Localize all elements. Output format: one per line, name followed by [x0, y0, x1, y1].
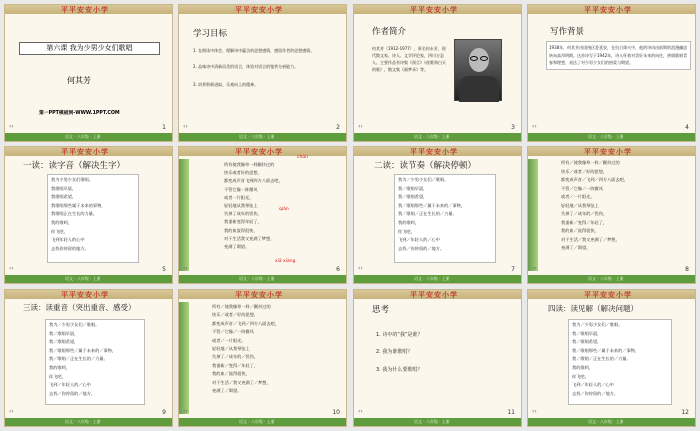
poem-line: 失掉了／成年的／忧伤， — [561, 211, 608, 216]
poem-line: 我／歌唱／正在生长的／力量。 — [572, 356, 631, 362]
poem-line: 充满了／渴望。 — [561, 245, 591, 250]
poem-line: 我的歌呵， — [398, 219, 419, 225]
footer-caption: 语文 · 八年级 · 上册 — [588, 419, 624, 424]
slide-title: 二读：读节奏（解决停顿） — [374, 161, 477, 171]
chevron-icon: ‹› — [532, 265, 537, 272]
poem-line: 都变成声音／飞到／四方八面去吧， — [561, 177, 629, 182]
poem-line: 轻轻地从我琴弦上 — [224, 203, 258, 209]
slide-thumbnail-6[interactable] — [178, 146, 347, 284]
poem-line: 我歌唱希望， — [51, 194, 77, 200]
poem-box — [45, 319, 145, 405]
slide-number: 5 — [162, 266, 166, 273]
header-decoration: 平平安安小学 — [61, 291, 109, 299]
footer-caption: 语文 · 八年级 · 上册 — [239, 134, 275, 139]
slide-number: 7 — [511, 266, 515, 273]
slide-number: 9 — [162, 409, 166, 416]
header-decoration: 平平安安小学 — [584, 291, 632, 299]
poem-line: 你飞吧， — [51, 228, 68, 234]
poem-line: 飞到／年轻人的／心中 — [49, 382, 91, 388]
footer-caption: 语文 · 八年级 · 上册 — [65, 134, 101, 139]
footer-caption: 语文 · 八年级 · 上册 — [414, 419, 450, 424]
poem-line: 快乐或者好的思想， — [224, 170, 262, 176]
slide-thumbnail-4[interactable] — [527, 4, 696, 142]
poem-line: 我为／少男少女们／歌唱。 — [572, 322, 623, 327]
decorative-side-tab — [179, 302, 189, 414]
poem-line: 我／歌唱希望， — [398, 194, 428, 200]
chevron-icon: ‹› — [183, 265, 188, 272]
poem-line: 不管它像一阵微风 — [224, 186, 258, 192]
poem-line: 对于生活／我又充满了／梦想， — [212, 379, 271, 385]
header-decoration: 平平安安小学 — [584, 6, 632, 14]
poem-line: 都变成声音飞到四方八面去吧， — [224, 178, 283, 184]
goal-line-2: 2. 品味诗中清新而美的语言，体验对语言的鉴赏分析能力。 — [193, 64, 299, 69]
poem-box — [47, 174, 139, 263]
footer-caption: 语文 · 八年级 · 上册 — [414, 276, 450, 281]
poem-line: 飞到年轻人的心中 — [51, 237, 85, 243]
slide-number: 10 — [332, 409, 340, 416]
background-text: 1938年，何其芳由国统区赴延安，在抗日烽火中，他的诗风由前期的浪漫幽思转向高昂明朗。这首诗写于1942年，诗人怀着对美好未来的向往，热情歌唱青春和理想，表达了对少男少女们的热爱与期望。 — [546, 41, 691, 70]
poem-line: 都变成声音／飞到／四方八面去吧， — [212, 320, 280, 326]
header-decoration: 平平安安小学 — [410, 291, 458, 299]
poem-line: 轻轻地／从我琴弦上 — [561, 202, 599, 208]
poem-line: 快乐／或者／好的思想， — [561, 168, 608, 174]
poem-line: 不管／它像／一阵微风 — [561, 185, 603, 191]
slide-number: 11 — [507, 409, 515, 416]
header-decoration: 平平安安小学 — [235, 6, 283, 14]
poem-line: 或者一片阳光。 — [224, 194, 254, 200]
slide-thumbnail-9[interactable] — [4, 289, 173, 427]
slide-number: 6 — [336, 266, 340, 273]
poem-line: 去找／你停留的／地方。 — [398, 245, 445, 251]
poem-line: 或者／一片阳光。 — [561, 194, 595, 199]
slide-title: 作者简介 — [372, 27, 407, 37]
pinyin-annotation: xiā xiàng — [275, 259, 296, 264]
poem-line: 我／歌唱早晨， — [398, 185, 428, 191]
poem-line: 充满了／渴望。 — [212, 388, 242, 394]
slide-footer-text: 第一PPT模板网-WWW.1PPT.COM — [39, 111, 120, 116]
slide-thumbnail-1[interactable] — [4, 4, 173, 142]
poem-line: 我为少男少女们歌唱。 — [51, 177, 93, 182]
poem-line: 去找你停留的地方。 — [51, 245, 89, 251]
poem-line: 我重新变得年轻了， — [224, 219, 262, 225]
chevron-icon: ‹› — [532, 408, 537, 415]
footer-caption: 语文 · 八年级 · 上册 — [588, 276, 624, 281]
question-3: 3. 我为什么要歌唱？ — [376, 367, 423, 373]
poem-line: 我歌唱早晨， — [51, 185, 77, 191]
poem-line: 我的血／流得很快， — [561, 228, 599, 233]
slide-thumbnail-2[interactable] — [178, 4, 347, 142]
footer-caption: 语文 · 八年级 · 上册 — [65, 276, 101, 281]
poem-line: 我／歌唱那些／属于未来的／事物， — [49, 347, 117, 353]
header-decoration: 平平安安小学 — [61, 6, 109, 14]
chevron-icon: ‹› — [358, 123, 363, 130]
poem-line: 所有／使我像草一样／颤抖过的 — [212, 304, 271, 309]
poem-line: 你飞吧， — [398, 228, 415, 234]
question-2: 2. 我为谁歌唱？ — [376, 349, 413, 355]
poem-line: 轻轻地／从我琴弦上 — [212, 346, 250, 352]
poem-line: 对于生活我又充满了梦想， — [224, 235, 275, 241]
header-decoration: 平平安安小学 — [584, 148, 632, 156]
chevron-icon: ‹› — [9, 408, 14, 415]
chevron-icon: ‹› — [183, 123, 188, 130]
chevron-icon: ‹› — [183, 408, 188, 415]
footer-caption: 语文 · 八年级 · 上册 — [239, 419, 275, 424]
author-bio: 何其芳（1912-1977），原名何永芳，现代散文家、诗人、文学评论家，四川万县人。主要作品有诗集《预言》《夜歌和白天的歌》，散文集《画梦录》等。 — [372, 46, 446, 72]
poem-line: 我歌唱那些属于未来的事物， — [51, 202, 106, 208]
poem-line: 你飞吧， — [572, 373, 589, 379]
poem-line: 所有使我像草一样颤抖过的 — [224, 162, 275, 167]
slide-title: 学习目标 — [193, 29, 228, 39]
slide-number: 12 — [681, 409, 689, 416]
poem-line: 飞到／年轻人的／心中 — [572, 382, 614, 388]
header-decoration: 平平安安小学 — [410, 148, 458, 156]
decorative-side-tab — [528, 159, 538, 271]
pinyin-annotation: chūn — [297, 155, 309, 160]
poem-line: 我歌唱正在生长的力量。 — [51, 211, 98, 217]
poem-line: 你飞吧， — [49, 373, 66, 379]
poem-line: 我／歌唱早晨， — [49, 330, 79, 336]
poem-line: 我重新／变得／年轻了， — [561, 219, 608, 225]
slide-title: 第六课 我为少男少女们歌唱 — [19, 42, 160, 55]
poem-line: 或者／一片阳光。 — [212, 337, 246, 343]
poem-box — [394, 174, 496, 263]
poem-line: 我的血／流得很快， — [212, 371, 250, 377]
poem-line: 去找／你停留的／地方。 — [572, 390, 619, 396]
slide-title: 写作背景 — [550, 27, 585, 37]
slide-title: 四读：读见解（解决问题） — [548, 304, 638, 313]
slide-number: 4 — [685, 124, 689, 131]
goal-line-1: 1. 在朗读中体会、理解诗中蕴含的思想感情，感悟作者的思想感情。 — [193, 48, 315, 53]
header-decoration: 平平安安小学 — [235, 148, 283, 156]
slide-thumbnail-7[interactable] — [353, 146, 522, 284]
poem-line: 我的歌呵， — [49, 364, 70, 370]
slide-thumbnail-3[interactable] — [353, 4, 522, 142]
question-1: 1. 诗中的“我”是谁？ — [376, 332, 423, 338]
slide-thumbnail-5[interactable] — [4, 146, 173, 284]
poem-line: 失掉了／成年的／忧伤， — [212, 354, 259, 360]
poem-line: 我／歌唱那些／属于未来的／事物， — [398, 202, 466, 208]
chevron-icon: ‹› — [532, 123, 537, 130]
slide-author: 何其芳 — [67, 76, 91, 85]
chevron-icon: ‹› — [9, 123, 14, 130]
poem-line: 所有／使我像草一样／颤抖过的 — [561, 160, 620, 165]
header-decoration: 平平安安小学 — [410, 6, 458, 14]
pinyin-annotation: qián — [279, 207, 289, 212]
poem-line: 我重新／变得／年轻了， — [212, 362, 259, 368]
poem-line: 我的歌呵， — [51, 219, 72, 225]
slide-number: 2 — [336, 124, 340, 131]
poem-line: 我的血流得很快， — [224, 227, 258, 233]
slide-number: 1 — [162, 124, 166, 131]
poem-line: 充满了渴望。 — [224, 244, 250, 250]
poem-box — [209, 302, 337, 416]
footer-caption: 语文 · 八年级 · 上册 — [588, 134, 624, 139]
slide-title: 三读：读重音（突出重音、感受） — [23, 303, 136, 312]
poem-box — [558, 158, 683, 274]
author-portrait-image — [454, 39, 502, 101]
footer-caption: 语文 · 八年级 · 上册 — [414, 134, 450, 139]
poem-line: 我／歌唱／正在生长的／力量。 — [49, 356, 108, 362]
poem-line: 我的歌呵， — [572, 364, 593, 370]
chevron-icon: ‹› — [358, 265, 363, 272]
slide-title: 一读：读字音（解决生字） — [23, 161, 126, 171]
poem-line: 我／歌唱那些／属于未来的／事物， — [572, 347, 640, 353]
poem-line: 飞到／年轻人的／心中 — [398, 237, 440, 243]
poem-line: 我／歌唱希望， — [572, 339, 602, 345]
slide-number: 8 — [685, 266, 689, 273]
poem-line: 我为／少男少女们／歌唱。 — [398, 177, 449, 182]
poem-line: 我为／少男少女们／歌唱。 — [49, 322, 100, 327]
footer-caption: 语文 · 八年级 · 上册 — [65, 419, 101, 424]
poem-line: 快乐／或者／好的思想， — [212, 312, 259, 318]
slide-number: 3 — [511, 124, 515, 131]
poem-box — [568, 319, 672, 405]
poem-line: 去找／你停留的／地方。 — [49, 390, 96, 396]
slide-thumbnail-11[interactable] — [353, 289, 522, 427]
slide-thumbnail-12[interactable] — [527, 289, 696, 427]
chevron-icon: ‹› — [9, 265, 14, 272]
poem-line: 我／歌唱／正在生长的／力量。 — [398, 211, 457, 217]
poem-line: 不管／它像／一阵微风 — [212, 329, 254, 335]
header-decoration: 平平安安小学 — [61, 148, 109, 156]
footer-caption: 语文 · 八年级 · 上册 — [239, 276, 275, 281]
chevron-icon: ‹› — [358, 408, 363, 415]
poem-box — [221, 160, 321, 272]
poem-line: 失掉了成年的忧伤， — [224, 211, 262, 217]
poem-line: 对于生活／我又充满了／梦想， — [561, 236, 620, 242]
header-decoration: 平平安安小学 — [235, 291, 283, 299]
poem-line: 我／歌唱早晨， — [572, 330, 602, 336]
poem-line: 我／歌唱希望， — [49, 339, 79, 345]
slide-thumbnail-10[interactable] — [178, 289, 347, 427]
goal-line-3: 3. 培养积极进取、乐观向上的精神。 — [193, 82, 259, 87]
slide-title: 思考 — [372, 305, 390, 315]
decorative-side-tab — [179, 159, 189, 271]
slide-thumbnail-8[interactable] — [527, 146, 696, 284]
